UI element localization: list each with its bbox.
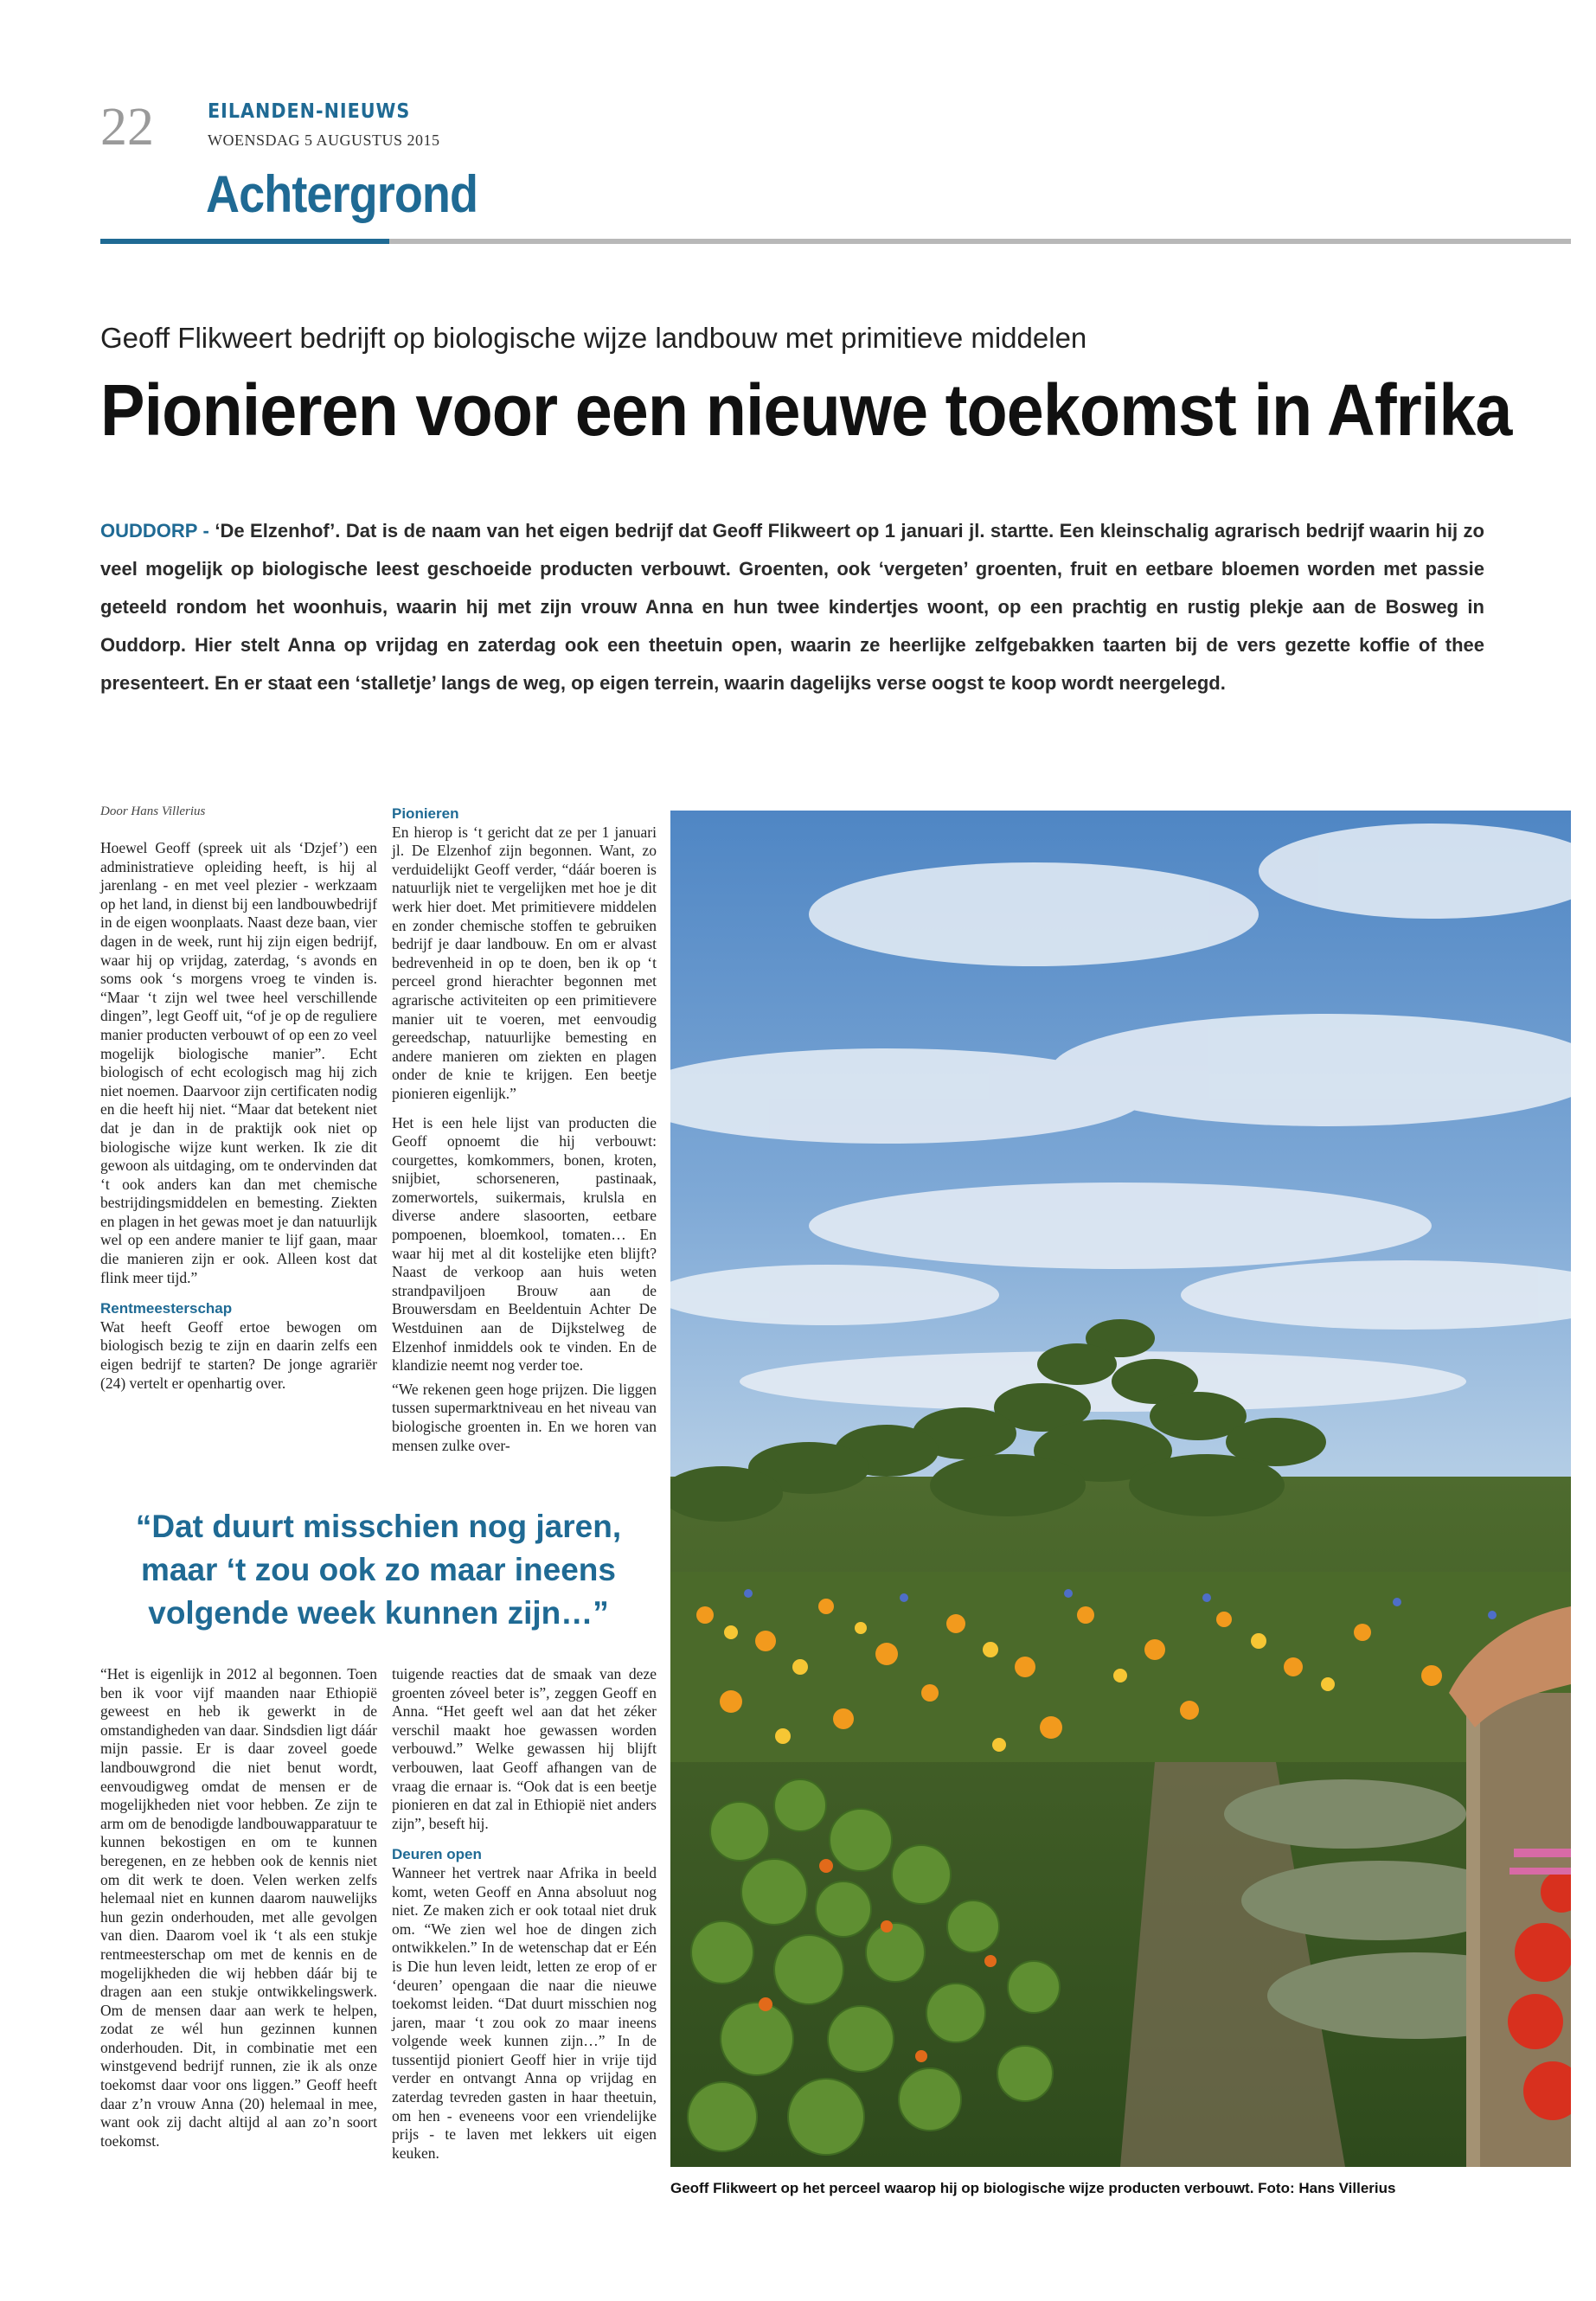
paper-date: WOENSDAG 5 AUGUSTUS 2015 — [208, 131, 440, 149]
column-2-top — [392, 804, 657, 1460]
paragraph: Wat heeft Geoff ertoe bewogen om biologisch bezig te zijn en daarin zelfs een eigen bedrijf te starten? De jonge agrariër (24) vertelt er openhartig over. — [100, 1317, 377, 1392]
lead-text: ‘De Elzenhof’. Dat is de naam van het eigen bedrijf dat Geoff Flikweert op 1 januari jl. startte. Een kleinschalig agrarisch bedrijf waarin hij zo veel mogelijk op biologische leest geschoeide producten verbouwt. Groenten, ook ‘vergeten’ groenten, fruit en eetbare bloemen worden met passie geteeld rondom het woonhuis, waarin hij met zijn vrouw Anna en hun twee kindertjes woont, op een prachtig en rustig plekje aan de Bosweg in Ouddorp. Hier stelt Anna op vrijdag en zaterdag ook een theetuin open, waarin ze heerlijke zelfgebakken taarten bij de vers gezette koffie of thee presenteert. En er staat een ‘stalletje’ langs de weg, op eigen terrein, waarin dagelijks verse oogst te koop wordt neergelegd. — [100, 520, 1484, 694]
column-1-top — [100, 839, 377, 1398]
pull-quote: “Dat duurt misschien nog jaren, maar ‘t zou ook zo maar ineens volgende week kunnen zijn…” — [135, 1509, 622, 1631]
article-photo — [670, 811, 1571, 2167]
subhead-deuren-open: Deuren open — [392, 1846, 482, 1863]
paragraph: Wanneer het vertrek naar Afrika in beeld komt, weten Geoff en Anna absoluut nog niet. Ze maken zich er ook totaal niet druk om. “We zien wel hoe de dingen zich ontwikkelen.” In de wetenschap dat er Eén is Die hun leven leidt, letten ze erop of er ‘deuren’ opengaan die naar die nieuwe toekomst leiden. “Dat duurt misschien nog jaren, maar ‘t zou ook zo maar ineens volgende week kunnen zijn…” In de tussentijd pioniert Geoff hier in vrije tijd verder en ontvangt Anna op vrijdag en zaterdag tevreden gasten in haar theetuin, om hen - eveneens voor een vriendelijke prijs - te laven met lekkers uit eigen keuken. — [392, 1863, 657, 2162]
section-rule-accent — [100, 239, 389, 244]
photo-caption: Geoff Flikweert op het perceel waarop hij op biologische wijze producten verbouwt. Foto: Hans Villerius — [670, 2180, 1396, 2196]
paragraph: “We rekenen geen hoge prijzen. Die liggen tussen supermarktniveau en het niveau van biologische groenten in. En we horen van mensen zulke over- — [392, 1380, 657, 1454]
paragraph: Hoewel Geoff (spreek uit als ‘Dzjef’) een administratieve opleiding heeft, is hij al jarenlang - en met veel plezier - werkzaam op het land, in dienst bij een landbouwbedrijf in de eigen woonplaats. Naast deze baan, vier dagen in de week, runt hij zijn eigen bedrijf, waar hij op vrijdag, zaterdag, ‘s avonds en soms ook ‘s morgens vroeg te vinden is. “Maar ‘t zijn wel twee heel verschillende dingen”, legt Geoff uit, “of je op de reguliere manier producten verbouwt of op een zo veel mogelijk biologische manier”. Echt biologisch of echt ecologisch mag hij zich niet noemen. Daarvoor zijn certificaten nodig en die heeft hij niet. “Maar dat betekent niet dat je dan in de praktijk ook niet op biologische wijze kunt werken. Ik zie dit gewoon als uitdaging, om te ondervinden dat ‘t ook anders kan dan met chemische bestrijdingsmiddelen en bemesting. Ziekten en plagen in het gewas moet je dan natuurlijk wel op een andere manier te lijf gaan, maar die manieren zijn er ook. Alleen kost dat flink meer tijd.” — [100, 839, 377, 1286]
byline: Door Hans Villerius — [100, 804, 206, 818]
marigold-flowers — [670, 1572, 1571, 1762]
paragraph: “Het is eigenlijk in 2012 al begonnen. Toen ben ik voor vijf maanden naar Ethiopië geweest en heb ik gewerkt in de omstandigheden van daar. Sindsdien ligt dáár mijn passie. Er is daar zoveel goede landbouwgrond die niet benut wordt, eenvoudigweg omdat de mensen er de mogelijkheden niet voor hebben. Ze zijn te arm om de benodigde landbouwapparatuur te kunnen bekostigen en om te kunnen beregenen, en ze hebben ook de kennis niet om dit werk te doen. Velen werken zelfs helemaal niet en kunnen daarom nauwelijks hun gezin onderhouden, met alle gevolgen van dien. Daarom voel ik ‘t als een stukje rentmeesterschap om met de kennis en de mogelijkheden die wij hebben dáár bij te dragen aan een stukje ontwikkelingswerk. Om de mensen daar aan werk te helpen, zodat ze wél hun gezinnen kunnen onderhouden. Dit, in combinatie met een winstgevend bedrijf runnen, zie ik als onze toekomst daar voor ons liggen.” Geoff heeft daar z’n vrouw Anna (20) helemaal in mee, want ook zij dacht altijd al aan zo’n soort toekomst. — [100, 1665, 377, 2150]
subhead-rentmeesterschap: Rentmeesterschap — [100, 1300, 233, 1317]
article-kicker: Geoff Flikweert bedrijft op biologische wijze landbouw met primitieve middelen — [100, 322, 1087, 354]
column-2-bottom — [392, 1665, 657, 2168]
paragraph: En hierop is ‘t gericht dat ze per 1 januari jl. De Elzenhof zijn begonnen. Want, zo verduidelijkt Geoff verder, “dáár boeren is natuurlijk niet te vergelijken met hoe je dit werk hier doet. Met primitievere middelen en zonder chemische stoffen te gebruiken bedrijf je daar landbouw. En om er alvast bedrevenheid in op te doen, ben ik op ‘t perceel grond hierachter begonnen met agrarische activiteiten op een primitievere manier uit te voeren, met eenvoudig gereedschap, natuurlijke bemesting en andere manieren om ziekten en plagen onder de knie te krijgen. Een beetje pionieren eigenlijk.” — [392, 823, 657, 1102]
subhead-pionieren: Pionieren — [392, 805, 459, 822]
column-1-bottom — [100, 1665, 377, 2156]
section-title: Achtergrond — [206, 165, 478, 223]
paragraph: Het is een hele lijst van producten die Geoff opnoemt die hij verbouwt: courgettes, komkommers, bonen, kroten, snijbiet, schorseneren, pastinaak, zomerwortels, suikermais, krulsla en diverse andere slasoorten, eetbare pompoenen, bloemkool, tomaten… En waar hij met al dit kostelijke eten blijft? Naast de verkoop aan huis weten strandpaviljoen Brouw aan de Brouwersdam en Beeldentuin Achter De Westduinen aan de Dijkstelweg de Elzenhof inmiddels ook te vinden. En de klandizie neemt nog verder toe. — [392, 1113, 657, 1375]
page-number: 22 — [100, 98, 154, 157]
lead-dateline: OUDDORP - — [100, 520, 215, 542]
paragraph: tuigende reacties dat de smaak van deze groenten zóveel beter is”, zeggen Geoff en Anna. “Het geeft wel aan dat het zéker verschil maakt hoe gewassen worden verbouwd.” Welke gewassen hij blijft verbouwen, laat Geoff afhangen van de vraag die ernaar is. “Ook dat is een beetje pionieren en dat zal in Ethiopië niet anders zijn”, beseft hij. — [392, 1665, 657, 1832]
paper-name: EILANDEN-NIEUWS — [208, 100, 411, 123]
article-headline: Pionieren voor een nieuwe toekomst in Afrika — [100, 369, 1512, 451]
article-lead — [100, 512, 1484, 702]
